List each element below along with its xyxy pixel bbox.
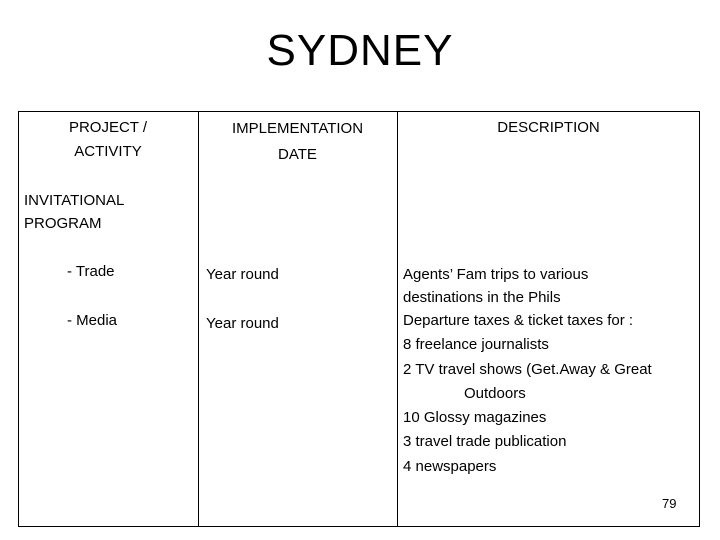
activity-trade: - Trade xyxy=(67,263,115,280)
description-media xyxy=(403,309,652,479)
header-date-line: DATE xyxy=(278,146,317,163)
description-line: 3 travel trade publication xyxy=(403,433,567,451)
page-number: 79 xyxy=(662,496,677,511)
date-media: Year round xyxy=(206,315,279,332)
header-description xyxy=(397,116,700,140)
column-divider xyxy=(198,111,199,527)
description-line: 2 TV travel shows (Get.Away & Great xyxy=(403,360,652,378)
description-line: Departure taxes & ticket taxes for : xyxy=(403,312,634,329)
header-implementation-line: IMPLEMENTATION xyxy=(231,120,364,137)
description-line: Agents’ Fam trips to various xyxy=(403,266,589,283)
description-line: 8 freelance journalists xyxy=(403,336,549,354)
section-label-line2: PROGRAM xyxy=(24,215,102,232)
description-line: destinations in the Phils xyxy=(403,289,561,306)
header-project-line: PROJECT / xyxy=(68,119,148,136)
header-project-activity xyxy=(18,116,198,164)
section-label xyxy=(24,189,124,235)
description-line: Outdoors xyxy=(464,384,526,402)
header-description-label: DESCRIPTION xyxy=(497,119,600,136)
description-line: 4 newspapers xyxy=(403,457,497,475)
activity-media: - Media xyxy=(67,312,118,329)
description-trade xyxy=(403,263,588,309)
date-trade: Year round xyxy=(206,266,279,283)
section-label-line1: INVITATIONAL xyxy=(24,192,125,209)
column-divider xyxy=(397,111,398,527)
page-title: SYDNEY xyxy=(266,26,454,75)
description-line: 10 Glossy magazines xyxy=(403,409,547,427)
header-implementation-date xyxy=(198,116,397,168)
header-activity-line: ACTIVITY xyxy=(74,143,142,160)
